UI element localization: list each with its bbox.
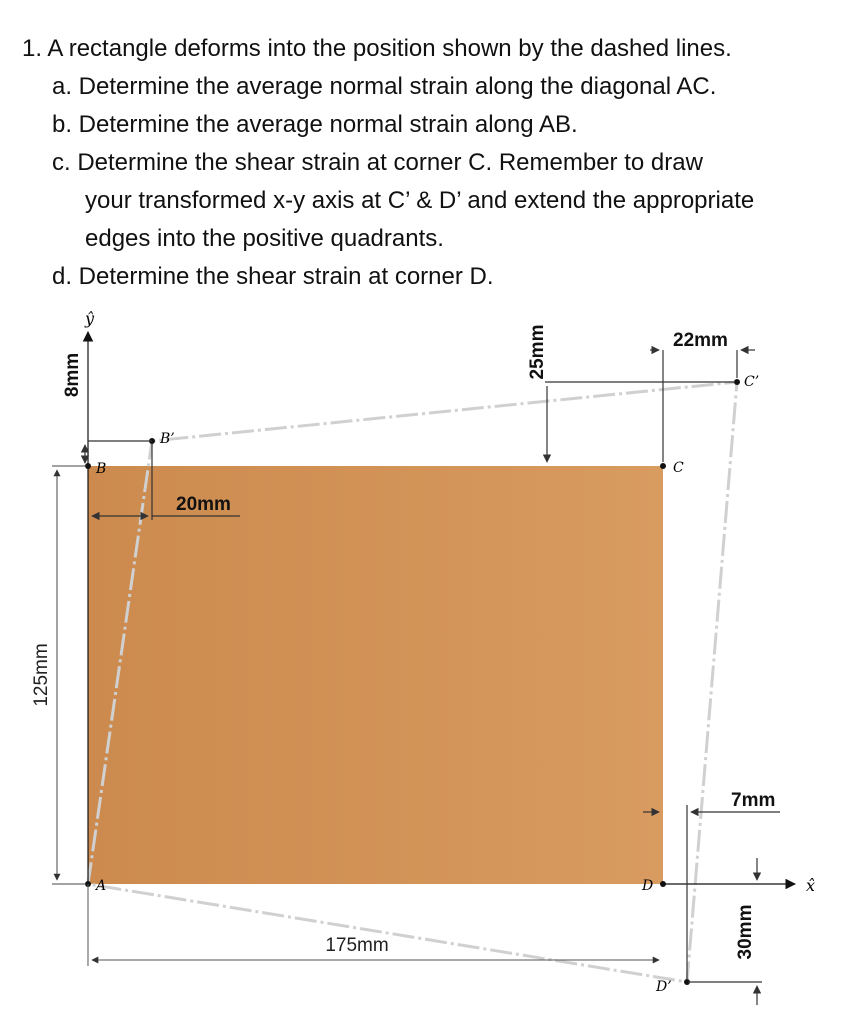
dim-label-30mm: 30mm (735, 904, 756, 960)
label-b-prime: B’ (160, 431, 175, 447)
dimension-22mm (650, 350, 755, 462)
dim-label-125mm: 125mm (31, 643, 52, 707)
dim-label-7mm: 7mm (731, 790, 776, 811)
deformation-figure (0, 300, 856, 1024)
dim-label-25mm: 25mm (527, 324, 548, 380)
dim-label-22mm: 22mm (673, 330, 728, 351)
point-d-dot (660, 881, 666, 887)
part-c-continued-2: edges into the positive quadrants. (85, 225, 444, 252)
dim-label-175mm: 175mm (325, 935, 389, 956)
part-a: a. Determine the average normal strain along the diagonal AC. (52, 73, 717, 100)
x-axis-label: x̂ (806, 876, 816, 895)
original-rectangle (88, 466, 663, 884)
label-c-prime: C’ (744, 374, 760, 390)
label-d-prime: D’ (656, 979, 672, 995)
problem-statement (22, 30, 842, 296)
part-b: b. Determine the average normal strain along AB. (52, 111, 578, 138)
part-d: d. Determine the shear strain at corner D. (52, 263, 494, 290)
dim-label-20mm: 20mm (176, 494, 231, 515)
problem-title: 1. A rectangle deforms into the position shown by the dashed lines. (22, 35, 732, 62)
dimension-125mm (52, 466, 86, 884)
dimension-25mm (545, 382, 735, 462)
dim-label-8mm: 8mm (62, 352, 83, 398)
part-c-continued-1: your transformed x-y axis at C’ & D’ and extend the appropriate (85, 187, 755, 214)
y-axis-label: ŷ (85, 309, 95, 328)
dimension-8mm (85, 441, 152, 463)
label-a: A (96, 878, 107, 894)
point-c-dot (660, 463, 666, 469)
dimension-7mm (643, 805, 780, 980)
label-b: B (96, 461, 107, 477)
part-c: c. Determine the shear strain at corner C. Remember to draw (52, 149, 703, 176)
label-c: C (673, 460, 684, 476)
label-d: D (642, 878, 654, 894)
